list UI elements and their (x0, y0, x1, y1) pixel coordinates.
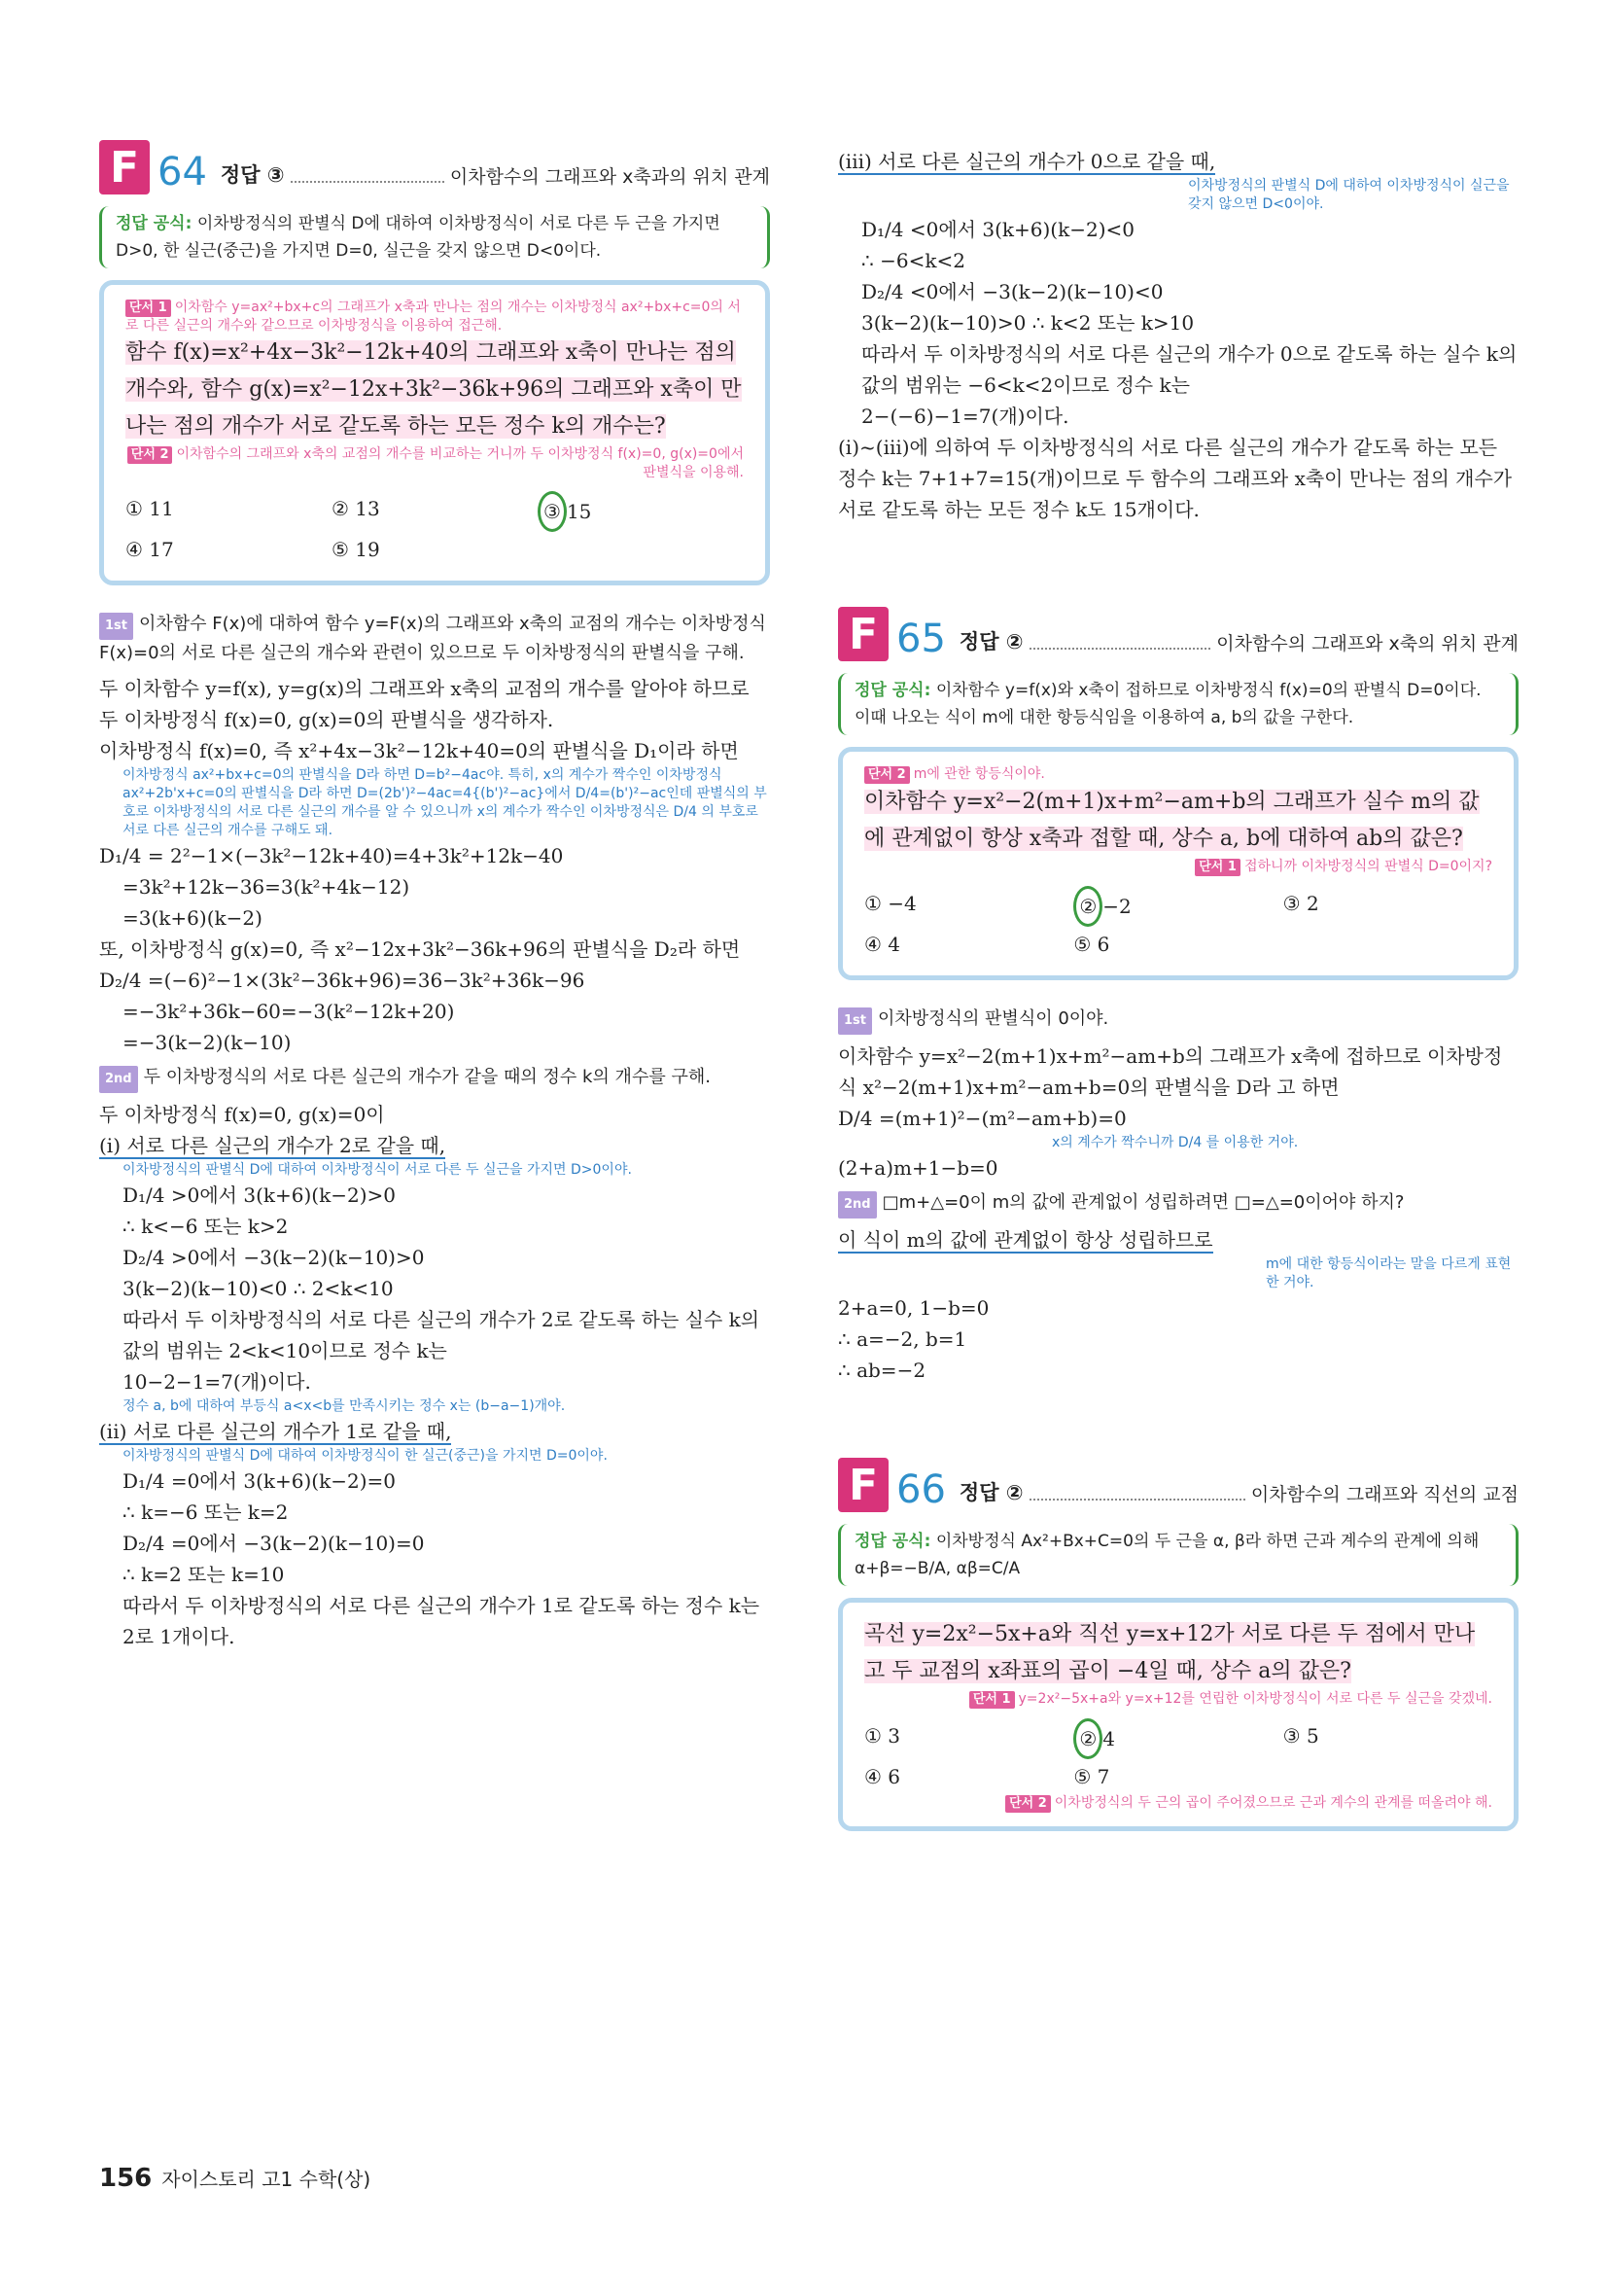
hint-text: 접하니까 이차방정식의 판별식 D=0이지? (1243, 859, 1492, 874)
topic-label: 이차함수의 그래프와 x축과의 위치 관계 (449, 166, 770, 188)
hint-tag: 단서 2 (127, 446, 173, 464)
book-title: 자이스토리 고1 수학(상) (161, 2168, 371, 2191)
side-note: 이차방정식의 판별식 D에 대하여 이차방정식이 실근을 갖지 않으면 D<0이야. (1188, 178, 1510, 212)
equation: D₂/4 <0에서 −3(k−2)(k−10)<0 (861, 280, 1164, 303)
hint-tag: 단서 1 (1195, 859, 1240, 876)
equation: ∴ k=2 또는 k=10 (122, 1563, 285, 1586)
formula-label: 정답 공식: (855, 1532, 931, 1551)
choice-1[interactable]: ① −4 (864, 892, 917, 915)
choice-4[interactable]: ④ 4 (864, 933, 901, 956)
hint-text: 이차함수의 그래프와 x축의 교점의 개수를 비교하는 거니까 두 이차방정식 f(x)=0, g(x)=0에서 판별식을 이용해. (176, 446, 744, 480)
answer-label: 정답 ② (959, 630, 1024, 653)
step-tag: 1st (838, 1007, 872, 1035)
case-text: (i) 서로 다른 실근의 개수가 2로 같을 때, (99, 1134, 446, 1157)
solution-line: 또, 이차방정식 g(x)=0, 즉 x²−12x+3k²−36k+96의 판별식을 D₂라 하면 (99, 937, 741, 961)
step-1 (99, 611, 770, 667)
choice-3-number: 15 (566, 500, 592, 523)
solution-line: 두 이차방정식 f(x)=0, g(x)=0이 (99, 1103, 385, 1126)
side-note: 정수 a, b에 대하여 부등식 a<x<b를 만족시키는 정수 x는 (b−a−1)개야. (122, 1398, 566, 1414)
problem-number: 65 (896, 617, 946, 661)
choice-3[interactable]: ③ 5 (1282, 1724, 1319, 1748)
left-column (99, 136, 770, 1652)
hint-tag: 단서 1 (125, 300, 171, 317)
equation: D₂/4 =(−6)²−1×(3k²−36k+96)=36−3k²+36k−96 (99, 969, 585, 992)
case-3-heading (838, 146, 1519, 177)
choices (864, 886, 1492, 962)
answer-formula (838, 1524, 1519, 1586)
choice-2[interactable]: ② 13 (332, 497, 380, 520)
problem-statement: 곡선 y=2x²−5x+a와 직선 y=x+12가 서로 다른 두 점에서 만나고 두 교점의 x좌표의 곱이 −4일 때, 상수 a의 값은? (864, 1622, 1476, 1683)
choice-5[interactable]: ⑤ 19 (332, 538, 380, 561)
hint-text: y=2x²−5x+a와 y=x+12를 연립한 이차방정식이 서로 다른 두 실근을 갖겠네. (1018, 1691, 1492, 1707)
choice-1[interactable]: ① 3 (864, 1724, 901, 1748)
answer-formula (838, 673, 1519, 735)
formula-text: 이차방정식 Ax²+Bx+C=0의 두 근을 α, β라 하면 근과 계수의 관계에 의해 α+β=−B/A, αβ=C/A (855, 1532, 1480, 1578)
solution-line: 이차방정식 f(x)=0, 즉 x²+4x−3k²−12k+40=0의 판별식을 D₁이라 하면 (99, 739, 739, 762)
equation: ∴ k=−6 또는 k=2 (122, 1501, 289, 1524)
choice-4[interactable]: ④ 6 (864, 1765, 901, 1788)
hint-1 (864, 858, 1492, 876)
selected-circle-icon: ② (1073, 1718, 1102, 1759)
solution-body (838, 1041, 1519, 1183)
equation: D₁/4 <0에서 3(k+6)(k−2)<0 (861, 218, 1135, 241)
equation: D/4 =(m+1)²−(m²−am+b)=0 (838, 1107, 1127, 1130)
solution-line: 따라서 두 이차방정식의 서로 다른 실근의 개수가 2로 같도록 하는 실수 k의 값의 범위는 2<k<10이므로 정수 k는 (122, 1308, 760, 1362)
case-3-body (838, 146, 1519, 525)
equation: D₁/4 = 2²−1×(−3k²−12k+40)=4+3k²+12k−40 (99, 844, 564, 867)
problem-66-box (838, 1598, 1519, 1831)
solution-line: 두 이차함수 y=f(x), y=g(x)의 그래프와 x축의 교점의 개수를 알아야 하므로 두 이차방정식 f(x)=0, g(x)=0의 판별식을 생각하자. (99, 677, 750, 731)
choice-3[interactable]: ③ 2 (1282, 892, 1319, 915)
equation: 2−(−6)−1=7(개)이다. (861, 405, 1069, 428)
formula-label: 정답 공식: (116, 214, 192, 233)
equation: 3(k−2)(k−10)>0 ∴ k<2 또는 k>10 (861, 311, 1195, 335)
problem-65-header (838, 603, 1519, 661)
problem-64-header (99, 136, 770, 194)
step-text: 이차방정식의 판별식이 0이야. (878, 1008, 1109, 1029)
equation: ∴ −6<k<2 (861, 249, 965, 272)
hint-1 (864, 1690, 1492, 1709)
conclusion: (i)~(iii)에 의하여 두 이차방정식의 서로 다른 실근의 개수가 같도록 하는 모든 정수 k는 7+1+7=15(개)이므로 두 함수의 그래프와 x축이 만나는 점의 개수가 서로 같도록 하는 모든 정수 k도 15개이다. (838, 436, 1513, 521)
equation: 3(k−2)(k−10)<0 ∴ 2<k<10 (122, 1277, 394, 1300)
formula-text: 이차방정식의 판별식 D에 대하여 이차방정식이 서로 다른 두 근을 가지면 D>0, 한 실근(중근)을 가지면 D=0, 실근을 갖지 않으면 D<0이다. (116, 214, 720, 261)
page-footer (99, 2164, 370, 2193)
hint-2 (864, 765, 1492, 784)
hint-text: 이차함수 y=ax²+bx+c의 그래프가 x축과 만나는 점의 개수는 이차방정식 ax²+bx+c=0의 서로 다른 실근의 개수와 같으므로 이차방정식을 이용하여 접근해. (125, 300, 741, 334)
choice-5[interactable]: ⑤ 7 (1073, 1765, 1110, 1788)
step-2 (99, 1064, 770, 1093)
problem-number: 64 (157, 150, 207, 194)
solution-line: 이차함수 y=x²−2(m+1)x+m²−am+b의 그래프가 x축에 접하므로 이차방정식 x²−2(m+1)x+m²−am+b=0의 판별식을 D라 고 하면 (838, 1044, 1503, 1099)
dot-leader (291, 181, 444, 183)
equation: 2+a=0, 1−b=0 (838, 1296, 990, 1320)
problem-text (864, 784, 1492, 858)
equation: =−3k²+36k−60=−3(k²−12k+20) (122, 1000, 455, 1023)
problem-65-box (838, 747, 1519, 980)
equation: ∴ ab=−2 (838, 1359, 926, 1382)
answer-label: 정답 ③ (220, 163, 285, 187)
hint-tag: 단서 2 (1005, 1795, 1051, 1813)
page-number: 156 (99, 2164, 153, 2193)
solution-body-2 (838, 1224, 1519, 1386)
equation: D₁/4 =0에서 3(k+6)(k−2)=0 (122, 1469, 396, 1493)
case-1-heading (99, 1130, 770, 1161)
choice-1[interactable]: ① 11 (125, 497, 174, 520)
formula-label: 정답 공식: (855, 681, 931, 700)
step-2 (838, 1189, 1519, 1219)
hint-2 (125, 445, 744, 481)
step-tag: 2nd (838, 1191, 877, 1219)
choices (864, 1718, 1492, 1794)
problem-statement: 함수 f(x)=x²+4x−3k²−12k+40의 그래프와 x축이 만나는 점의 개수와, 함수 g(x)=x²−12x+3k²−36k+96의 그래프와 x축이 만나는 점의 개수가 서로 같도록 하는 모든 정수 k의 개수는? (125, 340, 742, 439)
step-text: □m+△=0이 m의 값에 관계없이 성립하려면 □=△=0이어야 하지? (882, 1192, 1405, 1213)
case-text: (ii) 서로 다른 실근의 개수가 1로 같을 때, (99, 1420, 452, 1443)
side-note: 이차방정식의 판별식 D에 대하여 이차방정식이 한 실근(중근)을 가지면 D=0이야. (122, 1448, 608, 1464)
hint-tag: 단서 1 (969, 1691, 1015, 1709)
equation: =3(k+6)(k−2) (122, 906, 262, 930)
dot-leader (1030, 1499, 1245, 1501)
equation: 10−2−1=7(개)이다. (122, 1370, 311, 1394)
step-tag: 2nd (99, 1066, 138, 1093)
hint-1 (125, 299, 744, 335)
f-badge-icon: F (838, 1458, 889, 1512)
equation: (2+a)m+1−b=0 (838, 1156, 998, 1180)
equation: D₂/4 >0에서 −3(k−2)(k−10)>0 (122, 1246, 425, 1269)
problem-text (125, 335, 744, 445)
formula-text: 이차함수 y=f(x)와 x축이 접하므로 이차방정식 f(x)=0의 판별식 D=0이다. 이때 나오는 식이 m에 대한 항등식임을 이용하여 a, b의 값을 구한다. (855, 681, 1482, 727)
equation: ∴ a=−2, b=1 (838, 1327, 967, 1351)
equation: ∴ k<−6 또는 k>2 (122, 1215, 289, 1238)
selected-circle-icon: ③ (538, 491, 567, 532)
answer-formula (99, 206, 770, 268)
choice-2[interactable] (1073, 1718, 1282, 1759)
step-text: 두 이차방정식의 서로 다른 실근의 개수가 같을 때의 정수 k의 개수를 구해. (143, 1067, 711, 1087)
problem-64-box (99, 280, 770, 585)
side-note: 이차방정식 ax²+bx+c=0의 판별식을 D라 하면 D=b²−4ac야. 특히, x의 계수가 짝수인 이차방정식 ax²+2b'x+c=0의 판별식을 D라 하면 D=(2b')²−4ac=4{(b')²−ac}에서 D/4=(b')²−ac인데 판별식의 부호로 이차방정식의 서로 다른 실근의 개수를 알 수 있으니까 x의 계수가 짝수인 이차방정식은 D/4 의 부호로 서로 다른 실근의 개수를 구해도 돼. (122, 767, 767, 838)
choice-2-number: 4 (1102, 1727, 1115, 1750)
choice-3[interactable] (538, 491, 744, 532)
choice-5[interactable]: ⑤ 6 (1073, 933, 1110, 956)
cases-body (99, 1099, 770, 1652)
choices (125, 491, 744, 567)
solution-body (99, 673, 770, 1058)
underlined-text: 이 식이 m의 값에 관계없이 항상 성립하므로 (838, 1228, 1213, 1252)
right-column (838, 146, 1519, 1856)
solution-line: 따라서 두 이차방정식의 서로 다른 실근의 개수가 1로 같도록 하는 정수 k는 2로 1개이다. (122, 1594, 760, 1648)
dot-leader (1030, 648, 1211, 650)
step-text: 이차함수 F(x)에 대하여 함수 y=F(x)의 그래프와 x축의 교점의 개수는 이차방정식 F(x)=0의 서로 다른 실근의 개수와 관련이 있으므로 두 이차방정식의 판별식을 구해. (99, 614, 766, 663)
equation: =3k²+12k−36=3(k²+4k−12) (122, 875, 410, 899)
problem-statement: 이차함수 y=x²−2(m+1)x+m²−am+b의 그래프가 실수 m의 값에 관계없이 항상 x축과 접할 때, 상수 a, b에 대하여 ab의 값은? (864, 790, 1480, 851)
equation: =−3(k−2)(k−10) (122, 1031, 292, 1054)
side-note: x의 계수가 짝수니까 D/4 를 이용한 거야. (1052, 1135, 1299, 1150)
f-badge-icon: F (99, 140, 150, 194)
solution-line: 따라서 두 이차방정식의 서로 다른 실근의 개수가 0으로 같도록 하는 실수 k의 값의 범위는 −6<k<2이므로 정수 k는 (861, 342, 1518, 397)
hint-text: 이차방정식의 두 근의 곱이 주어졌으므로 근과 계수의 관계를 떠올려야 해. (1054, 1795, 1492, 1811)
case-2-heading (99, 1416, 770, 1447)
step-tag: 1st (99, 613, 133, 640)
equation: D₁/4 >0에서 3(k+6)(k−2)>0 (122, 1183, 396, 1207)
side-note: 이차방정식의 판별식 D에 대하여 이차방정식이 서로 다른 두 실근을 가지면 D>0이야. (122, 1162, 632, 1178)
step-1 (838, 1006, 1519, 1035)
hint-tag: 단서 2 (864, 766, 910, 784)
equation: D₂/4 =0에서 −3(k−2)(k−10)=0 (122, 1532, 425, 1555)
f-badge-icon: F (838, 607, 889, 661)
case-text: (iii) 서로 다른 실근의 개수가 0으로 같을 때, (838, 150, 1216, 173)
hint-2 (864, 1794, 1492, 1813)
topic-label: 이차함수의 그래프와 직선의 교점 (1250, 1484, 1519, 1505)
problem-text (864, 1616, 1492, 1690)
choice-2[interactable] (1073, 886, 1282, 927)
problem-66-header (838, 1454, 1519, 1512)
hint-text: m에 관한 항등식이야. (913, 766, 1045, 782)
topic-label: 이차함수의 그래프와 x축의 위치 관계 (1216, 633, 1519, 654)
problem-number: 66 (896, 1467, 946, 1512)
choice-2-number: −2 (1102, 895, 1132, 918)
answer-label: 정답 ② (959, 1481, 1024, 1504)
selected-circle-icon: ② (1073, 886, 1102, 927)
choice-4[interactable]: ④ 17 (125, 538, 174, 561)
side-note: m에 대한 항등식이라는 말을 다르게 표현한 거야. (1266, 1256, 1512, 1290)
solution-line (838, 1224, 1519, 1255)
